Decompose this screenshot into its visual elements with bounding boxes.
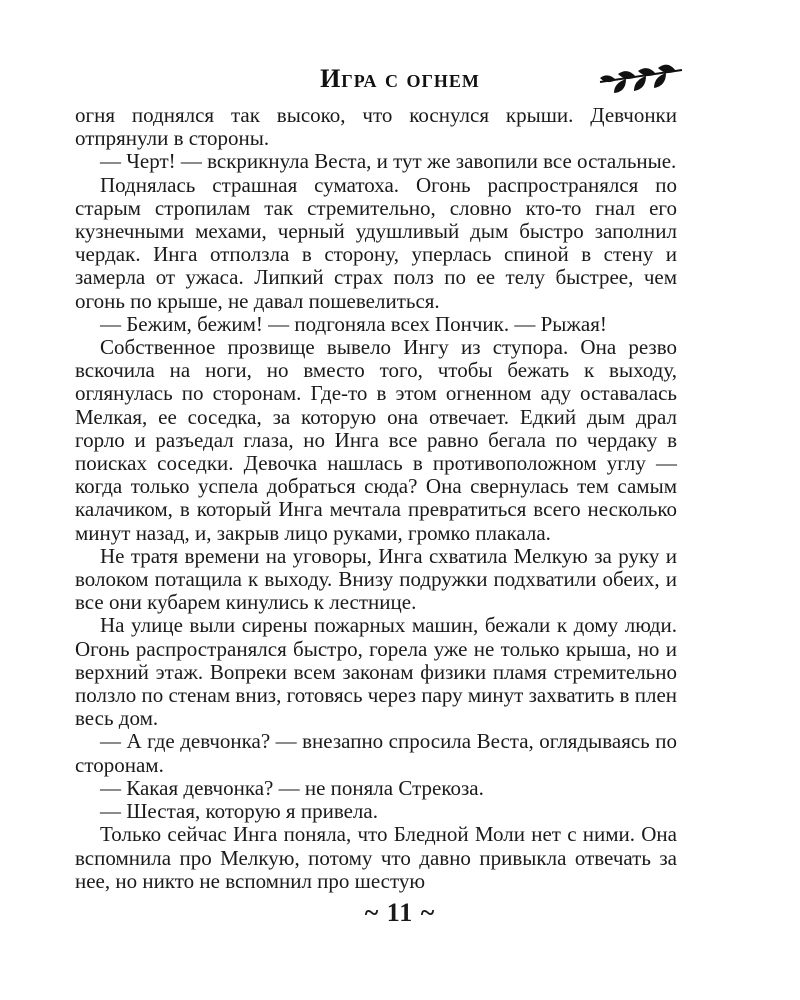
paragraph: Поднялась страшная суматоха. Огонь распространялся по старым стропилам так стремительно, словно кто-то гнал его кузнечными мехами, черный удушливый дым быстро заполнил чердак. Инга отползла в сторону, уперлась спиной в стену и замерла от ужаса. Липкий страх полз по ее телу быстрее, чем огонь по крыше, не давал пошевелиться. xyxy=(75,172,677,313)
paragraph: Собственное прозвище вывело Ингу из ступора. Она резво вскочила на ноги, но вместо того, чтобы бежать к выходу, оглянулась по сторонам. Где-то в этом огненном аду оставалась Мелкая, ее соседка, за которую она отвечает. Едкий дым драл горло и разъедал глаза, но Инга все равно бегала по чердаку в поисках соседки. Девочка нашлась в противоположном углу — когда только успела добраться сюда? Она свернулась тем самым калачиком, в который Инга мечтала превратиться всего несколько минут назад, и, закрыв лицо руками, громко плакала. xyxy=(75,335,677,545)
page-header xyxy=(0,62,800,98)
paragraph: На улице выли сирены пожарных машин, бежали к дому люди. Огонь распространялся быстро, горела уже не только крыша, но и верхний этаж. Вопреки всем законам физики пламя стремительно ползло по стенам вниз, готовясь через пару минут захватить в плен весь дом. xyxy=(75,613,677,731)
running-title: Игра с огнем xyxy=(320,64,480,93)
page-number: ~ 11 ~ xyxy=(364,898,436,927)
paragraph: — Какая девчонка? — не поняла Стрекоза. xyxy=(100,775,484,800)
paragraph: Только сейчас Инга поняла, что Бледной Моли нет с ними. Она вспомнила про Мелкую, потому что давно привыкла отвечать за нее, но никто не вспомнил про шестую xyxy=(75,822,677,893)
paragraph: Не тратя времени на уговоры, Инга схватила Мелкую за руку и волоком потащила к выходу. Внизу подружки подхватили обеих, и все они кубарем кинулись к лестнице. xyxy=(75,543,677,615)
paragraph: — А где девчонка? — внезапно спросила Веста, оглядываясь по сторонам. xyxy=(75,729,677,777)
paragraph: — Черт! — вскрикнула Веста, и тут же завопили все остальные. xyxy=(100,149,677,174)
paragraph: — Бежим, бежим! — подгоняла всех Пончик. — Рыжая! xyxy=(100,311,607,336)
paragraph: — Шестая, которую я привела. xyxy=(100,799,378,824)
body-text xyxy=(75,104,677,893)
paragraph: огня поднялся так высоко, что коснулся крыши. Девчонки отпрянули в стороны. xyxy=(75,103,677,151)
leaf-branch-icon xyxy=(596,62,684,96)
